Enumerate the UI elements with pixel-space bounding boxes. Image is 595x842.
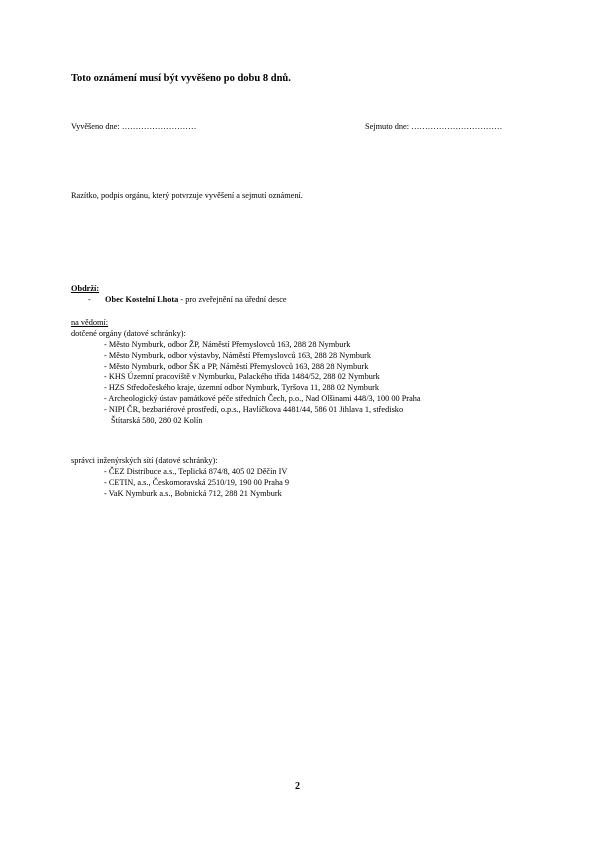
list-item: - VaK Nymburk a.s., Bobnická 712, 288 21 Nymburk: [104, 488, 282, 498]
authorities-list: [104, 340, 421, 426]
main-recipient: [88, 295, 287, 304]
main-recipient-name: Obec Kostelní Lhota: [105, 295, 179, 304]
bullet-dash: -: [88, 295, 91, 304]
list-item: - KHS Územní pracoviště v Nymburku, Palackého třída 1484/52, 288 02 Nymburk: [104, 372, 380, 382]
list-item: - NIPI ČR, bezbariérové prostředí, o.p.s., Havlíčkova 4481/44, 586 01 Jihlava 1, středisko Štítarská 580, 280 02 Kolín: [104, 405, 421, 427]
list-item: - ČEZ Distribuce a.s., Teplická 874/8, 405 02 Děčín IV: [104, 467, 288, 476]
main-recipient-note: - pro zveřejnění na úřední desce: [178, 295, 287, 304]
posted-date-field: Vyvěšeno dne: ………………………: [71, 122, 197, 131]
list-item: - Archeologický ústav památkové péče středních Čech, p.o., Nad Olšinami 448/3, 100 00 Praha: [104, 393, 421, 403]
network-operators-label: správci inženýrských sítí (datové schránky):: [71, 456, 218, 465]
list-item-continuation: Štítarská 580, 280 02 Kolín: [111, 415, 203, 425]
list-item: - CETIN, a.s., Českomoravská 2510/19, 190 00 Praha 9: [104, 477, 290, 487]
list-item: - Město Nymburk, odbor výstavby, Náměstí Přemyslovců 163, 288 28 Nymburk: [104, 350, 372, 360]
removed-date-field: Sejmuto dne: ……………………………: [365, 122, 503, 131]
authorities-label: dotčené orgány (datové schránky):: [71, 329, 186, 338]
list-item: - HZS Středočeského kraje, územní odbor Nymburk, Tyršova 11, 288 02 Nymburk: [104, 383, 380, 393]
network-operators-list: [104, 467, 289, 499]
for-knowledge-label: na vědomí:: [71, 318, 109, 327]
list-item: - Město Nymburk, odbor ŠK a PP, Náměstí Přemyslovců 163, 288 28 Nymburk: [104, 361, 369, 371]
stamp-signature-note: Razítko, podpis orgánu, který potvrzuje vyvěšení a sejmutí oznámení.: [71, 191, 303, 200]
notice-heading: Toto oznámení musí být vyvěšeno po dobu 8 dnů.: [71, 73, 291, 84]
page-number: 2: [295, 781, 300, 792]
list-item: - Město Nymburk, odbor ŽP, Náměstí Přemyslovců 163, 288 28 Nymburk: [104, 340, 351, 349]
recipients-title: Obdrží:: [71, 284, 100, 293]
